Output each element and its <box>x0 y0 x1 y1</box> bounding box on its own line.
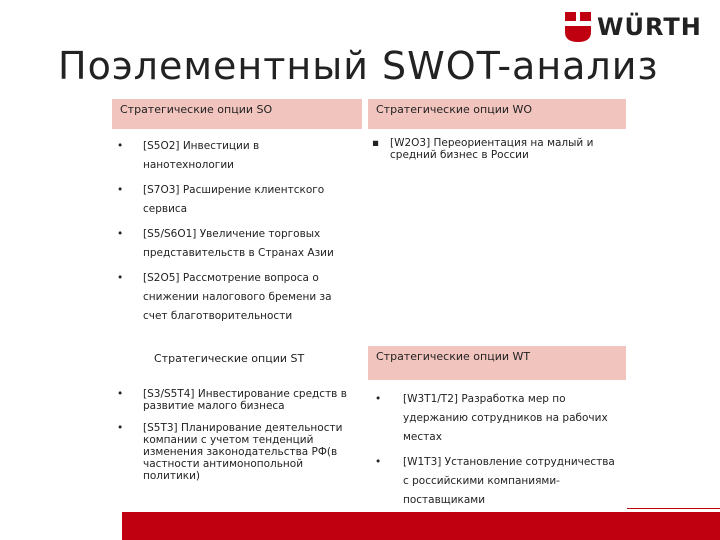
list-item: • [S5O2] Инвестиции в нанотехнологии <box>117 140 260 171</box>
footer-divider <box>627 508 720 509</box>
wo-item-1: [W2O3] Переориентация на малый и средний бизнес в России <box>390 137 594 161</box>
footer-bar <box>122 512 720 540</box>
wt-item-1: [W3T1/T2] Разработка мер по удержанию сотрудников на рабочих местах <box>403 393 608 443</box>
list-item: • [S5/S6O1] Увеличение торговых представительств в Странах Азии <box>117 228 334 259</box>
so-header: Стратегические опции SO <box>112 99 362 129</box>
so-item-4: [S2O5] Рассмотрение вопроса о снижении налогового бремени за счет благотворительности <box>143 272 332 322</box>
st-item-2: [S5T3] Планирование деятельности компании с учетом тенденций изменения законодательства РФ(в частности антимонопольной политики) <box>143 422 343 482</box>
wurth-logo <box>565 12 702 42</box>
wt-header: Стратегические опции WT <box>368 346 626 380</box>
st-list <box>117 388 362 492</box>
slide-title: Поэлементный SWOT-анализ <box>58 44 659 88</box>
so-item-1: [S5O2] Инвестиции в нанотехнологии <box>143 140 260 171</box>
list-item: • [S3/S5T4] Инвестирование средств в развитие малого бизнеса <box>117 388 347 412</box>
wurth-logo-mark-icon <box>565 12 591 42</box>
wt-item-2: [W1T3] Установление сотрудничества с российскими компаниями-поставщиками <box>403 456 615 506</box>
st-item-1: [S3/S5T4] Инвестирование средств в развитие малого бизнеса <box>143 388 347 412</box>
list-item: ▪ [W2O3] Переориентация на малый и средний бизнес в России <box>372 137 594 161</box>
wo-list <box>372 137 622 167</box>
list-item: • [W3T1/T2] Разработка мер по удержанию сотрудников на рабочих местах <box>375 393 608 443</box>
list-item: • [W1T3] Установление сотрудничества с российскими компаниями-поставщиками <box>375 456 615 506</box>
list-item: • [S2O5] Рассмотрение вопроса о снижении налогового бремени за счет благотворительности <box>117 272 332 322</box>
wo-header: Стратегические опции WO <box>368 99 626 129</box>
so-item-2: [S7O3] Расширение клиентского сервиса <box>143 184 325 215</box>
so-list <box>117 137 352 332</box>
wurth-logo-text: WÜRTH <box>597 13 702 41</box>
list-item: • [S5T3] Планирование деятельности компании с учетом тенденций изменения законодательства РФ(в частности антимонопольной политики) <box>117 422 343 482</box>
so-item-3: [S5/S6O1] Увеличение торговых представительств в Странах Азии <box>143 228 334 259</box>
st-header: Стратегические опции ST <box>154 352 305 365</box>
list-item: • [S7O3] Расширение клиентского сервиса <box>117 184 325 215</box>
wt-list <box>375 390 620 510</box>
